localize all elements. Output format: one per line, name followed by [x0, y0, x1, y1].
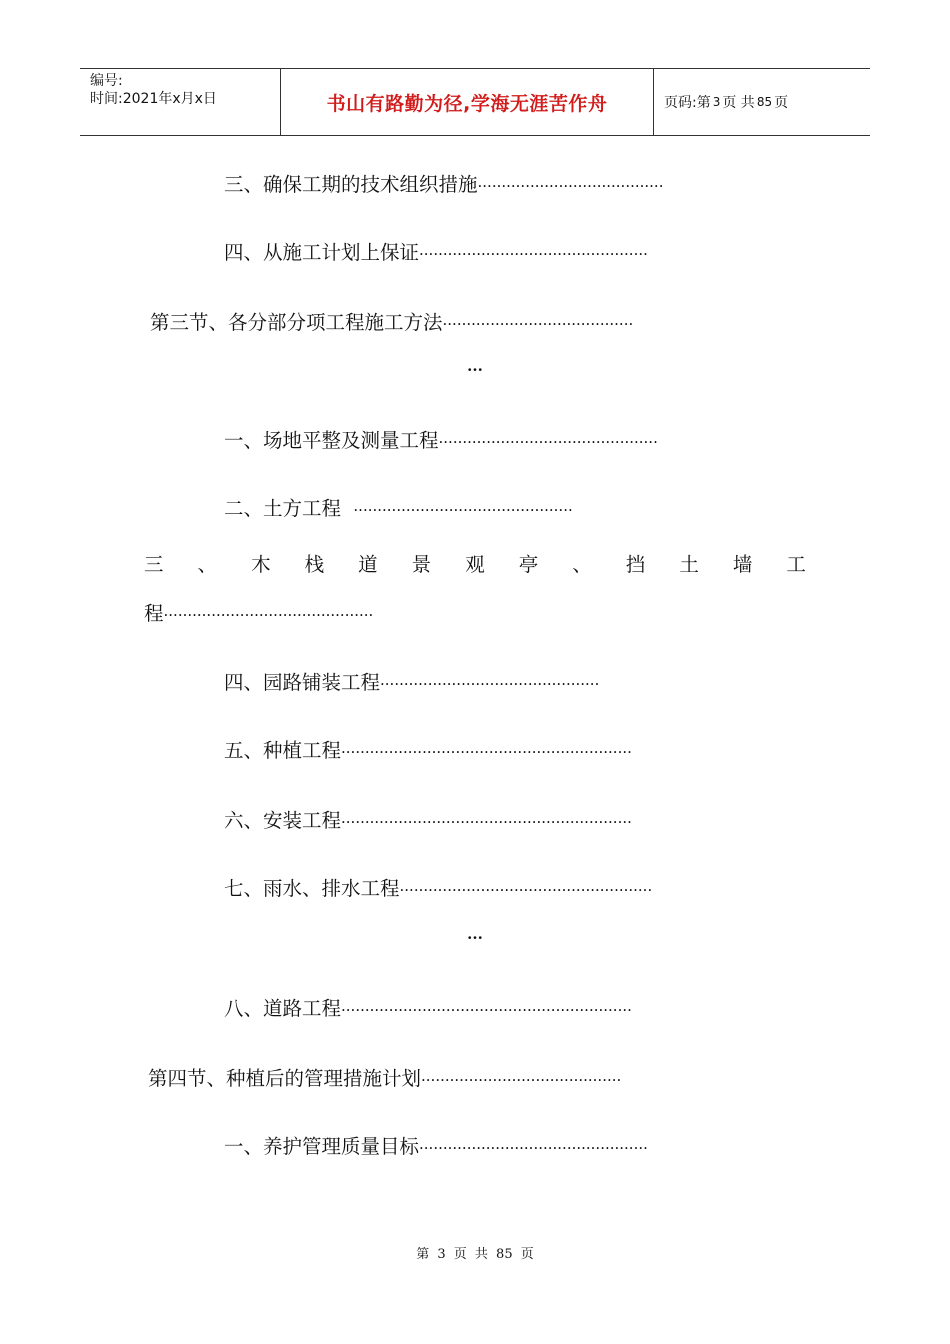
toc-entry	[224, 738, 806, 765]
page-header	[80, 68, 870, 136]
toc-entry-justified	[144, 552, 806, 578]
toc-entry-text: 二、土方工程	[224, 497, 354, 520]
toc-char: 景	[411, 553, 432, 576]
toc-leader-dots: ··············································	[380, 675, 600, 693]
page-current: 3	[712, 95, 721, 109]
toc-entry-text: 一、养护管理质量目标	[224, 1135, 420, 1158]
toc-entry-text: 六、安装工程	[224, 809, 342, 832]
continuation-mark: ···	[467, 929, 483, 947]
time-label: 时间:2021年x月x日	[90, 91, 217, 107]
page-label-prefix: 页码:第	[664, 95, 711, 111]
toc-char: 、	[572, 553, 592, 576]
toc-leader-dots: ················································	[419, 245, 648, 263]
motto-text: 书山有路勤为径,学海无涯苦作舟	[326, 92, 608, 115]
toc-entry-text: 一、场地平整及测量工程	[224, 429, 439, 452]
toc-entry-text: 八、道路工程	[224, 997, 342, 1020]
toc-leader-dots: ·····················································	[399, 881, 653, 899]
page-label-suffix: 页	[774, 95, 789, 111]
toc-entry-text: 七、雨水、排水工程	[224, 877, 400, 900]
toc-entry-text: 程	[144, 602, 164, 625]
toc-leader-dots: ·····························································	[341, 743, 632, 761]
toc-entry	[224, 670, 736, 697]
toc-char: 道	[358, 553, 378, 576]
toc-char: 工	[786, 553, 806, 576]
toc-char: 、	[197, 553, 218, 576]
toc-char: 挡	[625, 553, 646, 576]
toc-section	[148, 1066, 802, 1093]
toc-char: 亭	[518, 553, 539, 576]
toc-entry	[224, 1134, 806, 1161]
toc-char: 土	[679, 553, 699, 576]
toc-entry	[224, 876, 806, 903]
page-label-mid: 页 共	[722, 95, 755, 111]
toc-leader-dots: ··········································	[421, 1071, 622, 1089]
toc-leader-dots: ················································	[419, 1139, 648, 1157]
toc-leader-dots: ············································	[163, 606, 374, 624]
toc-leader-dots: ··············································	[353, 501, 573, 519]
page-footer: 第 3 页 共 85 页	[416, 1247, 534, 1262]
toc-entry	[224, 240, 806, 267]
toc-entry-text: 第三节、各分部分项工程施工方法	[150, 311, 443, 334]
toc-char: 三	[144, 553, 164, 576]
toc-section	[150, 310, 802, 337]
toc-entry	[224, 172, 806, 199]
page-total: 85	[756, 95, 773, 109]
toc-entry-text: 三、确保工期的技术组织措施	[224, 173, 478, 196]
toc-leader-dots: ··············································	[438, 433, 658, 451]
toc-entry	[224, 428, 806, 455]
number-label: 编号:	[90, 73, 123, 89]
toc-entry-text: 四、从施工计划上保证	[224, 241, 420, 264]
header-page-cell	[654, 69, 870, 135]
toc-entry	[224, 496, 706, 523]
toc-leader-dots: ········································	[442, 315, 634, 333]
toc-char: 墙	[732, 553, 753, 576]
header-motto-cell	[281, 69, 654, 135]
toc-char: 观	[465, 553, 485, 576]
toc-leader-dots: ·····························································	[341, 1001, 632, 1019]
continuation-mark: ···	[467, 361, 483, 379]
toc-leader-dots: ·····························································	[341, 813, 632, 831]
toc-entry-text: 四、园路铺装工程	[224, 671, 381, 694]
toc-entry	[224, 996, 806, 1023]
toc-entry-text: 五、种植工程	[224, 739, 342, 762]
toc-entry	[224, 808, 806, 835]
toc-char: 栈	[304, 553, 325, 576]
toc-entry-continuation	[144, 601, 480, 628]
toc-leader-dots: ·······································	[477, 177, 664, 195]
header-info-cell	[80, 69, 281, 135]
toc-char: 木	[251, 553, 271, 576]
toc-entry-text: 第四节、种植后的管理措施计划	[148, 1067, 422, 1090]
